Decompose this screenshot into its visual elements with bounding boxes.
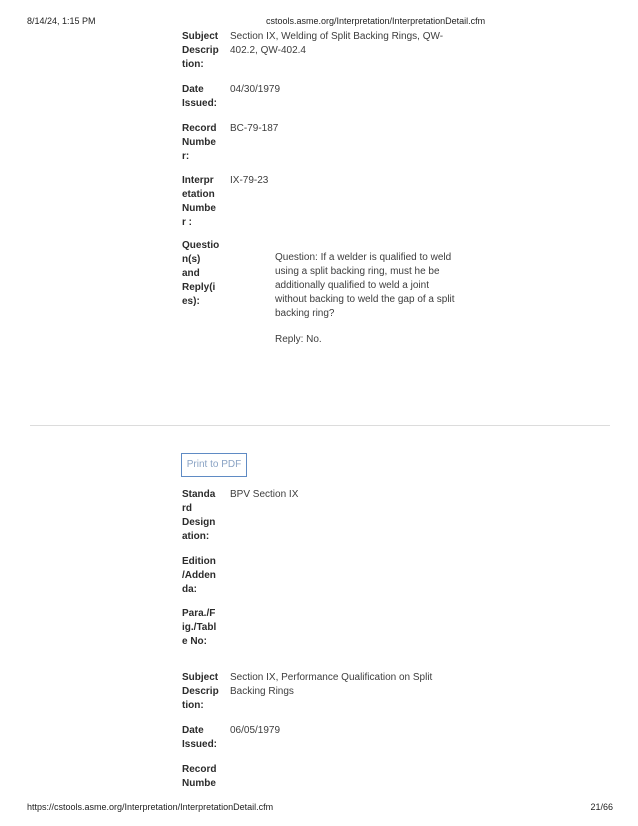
date-issued-label: Date Issued:: [182, 84, 218, 109]
date-issued-value-2: 06/05/1979: [230, 725, 281, 736]
record-number-label: Record Numbe r:: [182, 123, 217, 162]
standard-designation-value: BPV Section IX: [230, 489, 299, 500]
subject-description-label-2: Subject Descrip tion:: [182, 672, 219, 711]
standard-designation-label: Standa rd Design ation:: [182, 489, 216, 542]
question-text: Question: If a welder is qualified to weld using a split backing ring, must he be additionally qualified to weld a joint without backing to weld the gap of a split backing ring?: [275, 252, 455, 319]
record-number-label-2: Record Numbe: [182, 764, 217, 789]
subject-description-value: Section IX, Welding of Split Backing Rings, QW-402.2, QW-402.4: [230, 31, 444, 56]
section-divider: [30, 425, 610, 426]
print-footer-url: https://cstools.asme.org/Interpretation/InterpretationDetail.cfm: [27, 802, 274, 812]
paragraph-figure-table-label: Para./F ig./Tabl e No:: [182, 608, 217, 647]
page-number: 21/66: [590, 802, 613, 812]
edition-addenda-label: Edition /Adden da:: [182, 556, 216, 595]
date-issued-value: 04/30/1979: [230, 84, 281, 95]
record-number-value: BC-79-187: [230, 123, 279, 134]
interpretation-number-value: IX-79-23: [230, 175, 269, 186]
questions-replies-label: Questio n(s) and Reply(i es):: [182, 240, 220, 307]
subject-description-label: Subject Descrip tion:: [182, 31, 219, 70]
subject-description-value-2: Section IX, Performance Qualification on Split Backing Rings: [230, 672, 433, 697]
print-to-pdf-button[interactable]: Print to PDF: [181, 453, 247, 477]
print-header-url: cstools.asme.org/Interpretation/InterpretationDetail.cfm: [266, 16, 486, 26]
interpretation-number-label: Interpr etation Numbe r :: [182, 175, 216, 228]
print-datetime: 8/14/24, 1:15 PM: [27, 16, 96, 26]
date-issued-label-2: Date Issued:: [182, 725, 218, 750]
reply-text: Reply: No.: [275, 334, 322, 345]
